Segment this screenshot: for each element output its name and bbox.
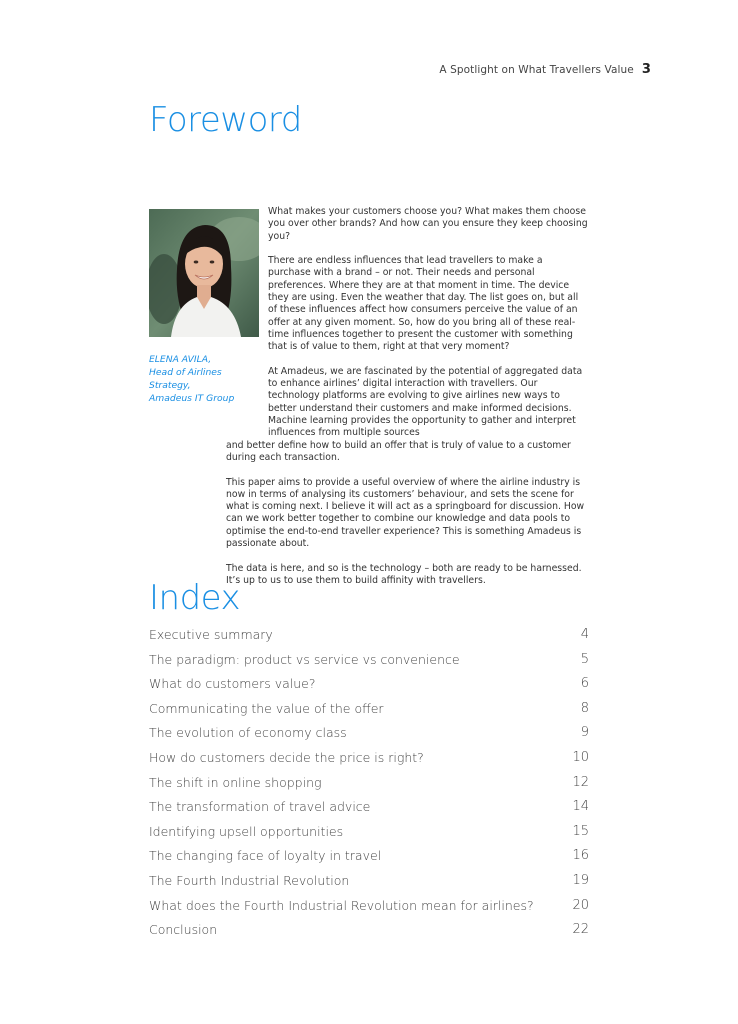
index-entry-page: 6 <box>580 676 589 692</box>
index-entry-label: The Fourth Industrial Revolution <box>149 872 350 888</box>
running-title: A Spotlight on What Travellers Value <box>439 64 634 76</box>
index-entry[interactable] <box>149 775 589 800</box>
index-entry-label: Conclusion <box>149 922 218 938</box>
index-list <box>149 627 589 947</box>
index-entry-page: 12 <box>572 774 589 790</box>
index-entry-label: What does the Fourth Industrial Revolution mean for airlines? <box>149 897 534 913</box>
index-entry-page: 4 <box>580 627 589 642</box>
index-entry[interactable] <box>149 676 589 701</box>
index-entry-label: The evolution of economy class <box>149 725 347 741</box>
index-entry[interactable] <box>149 824 589 849</box>
index-entry[interactable] <box>149 652 589 677</box>
index-entry-label: What do customers value? <box>149 676 316 692</box>
index-entry-page: 8 <box>580 700 589 716</box>
index-entry-label: Communicating the value of the offer <box>149 700 384 716</box>
index-entry-page: 20 <box>572 897 589 913</box>
index-entry-page: 10 <box>572 749 589 765</box>
index-entry[interactable] <box>149 701 589 726</box>
index-entry[interactable] <box>149 750 589 775</box>
foreword-body <box>226 206 588 600</box>
index-entry-label: The shift in online shopping <box>149 774 322 790</box>
index-entry[interactable] <box>149 873 589 898</box>
page-number: 3 <box>641 62 651 77</box>
index-entry[interactable] <box>149 799 589 824</box>
index-entry-page: 9 <box>580 725 589 741</box>
index-entry-label: The transformation of travel advice <box>149 799 371 815</box>
foreword-paragraph: At Amadeus, we are fascinated by the potential of aggregated data to enhance airlines’ digital interaction with travellers. Our technology platforms are evolving to give airlines new ways to better understand their customers and make informed decisions. Machine learning provides the opportunity to gather and interpret influences from multiple sources <box>268 365 583 439</box>
caption-org: Amadeus IT Group <box>149 393 235 404</box>
index-entry-page: 19 <box>572 872 589 888</box>
index-entry[interactable] <box>149 725 589 750</box>
foreword-paragraph: and better define how to build an offer that is truly of value to a customer during each transaction. <box>226 439 571 463</box>
index-entry-label: How do customers decide the price is right? <box>149 749 424 765</box>
index-entry-label: Executive summary <box>149 627 273 642</box>
index-entry[interactable] <box>149 922 589 947</box>
index-entry-page: 14 <box>572 799 589 815</box>
index-entry[interactable] <box>149 898 589 923</box>
index-entry-page: 15 <box>572 823 589 839</box>
caption-name: ELENA AVILA, <box>149 354 212 365</box>
running-header <box>439 62 651 77</box>
index-entry-label: Identifying upsell opportunities <box>149 823 344 839</box>
index-entry-page: 5 <box>580 651 589 667</box>
index-entry-page: 16 <box>572 848 589 864</box>
foreword-paragraph: The data is here, and so is the technology – both are ready to be harnessed. It’s up to us to use them to build affinity with travellers. <box>226 562 582 586</box>
index-entry-page: 22 <box>572 922 589 938</box>
index-entry-label: The changing face of loyalty in travel <box>149 848 382 864</box>
foreword-paragraph: What makes your customers choose you? What makes them choose you over other brands? And how can you ensure they keep choosing you? <box>268 206 588 242</box>
caption-role: Head of Airlines Strategy, <box>149 367 222 391</box>
index-entry-label: The paradigm: product vs service vs convenience <box>149 651 460 667</box>
foreword-title: Foreword <box>149 100 302 140</box>
index-title: Index <box>149 578 241 618</box>
index-entry[interactable] <box>149 627 589 652</box>
foreword-paragraph: There are endless influences that lead travellers to make a purchase with a brand – or not. Their needs and personal preferences. Where they are at that moment in time. The device they are using. Even the weather that day. The list goes on, but all of these influences affect how consumers perceive the value of an offer at any given moment. So, how do you bring all of these real-time influences together to present the customer with something that is of value to them, right at that very moment? <box>268 255 579 353</box>
foreword-paragraph: This paper aims to provide a useful overview of where the airline industry is now in terms of analysing its customers’ behaviour, and sets the scene for what is coming next. I believe it will act as a springboard for discussion. How can we work better together to combine our knowledge and data pools to optimise the end-to-end traveller experience? This is something Amadeus is passionate about. <box>226 476 585 550</box>
index-entry[interactable] <box>149 848 589 873</box>
